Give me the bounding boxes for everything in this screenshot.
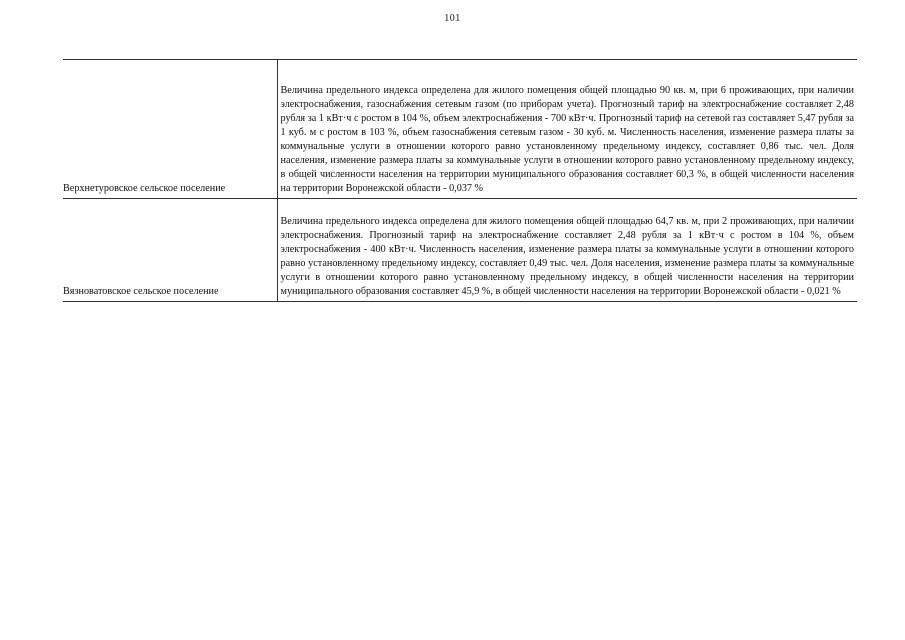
settlement-name-cell: Верхнетуровское сельское поселение xyxy=(63,60,277,199)
description-cell: Величина предельного индекса определена для жилого помещения общей площадью 90 кв. м, при 6 проживающих, при наличии электроснабжения, газоснабжения сетевым газом (по приборам учета). Прогнозный тариф на электроснабжение составляет 2,48 рубля за 1 кВт·ч с ростом в 104 %, объем электроснабжения - 700 кВт·ч. Прогнозный тариф на сетевой газ составляет 5,47 рубля за 1 куб. м с ростом в 103 %, объем газоснабжения сетевым газом - 30 куб. м. Численность населения, изменение размера платы за коммунальные услуги в отношении которого равно установленному предельному индексу, составляет 0,86 тыс. чел. Доля населения, изменение размера платы за коммунальные услуги в отношении которого равно установленному предельному индексу, в общей численности населения на территории муниципального образования составляет 60,3 %, в общей численности населения на территории Воронежской области - 0,037 % xyxy=(277,60,857,199)
tariff-index-table xyxy=(63,59,857,302)
settlement-name-cell: Вязноватовское сельское поселение xyxy=(63,199,277,302)
description-cell: Величина предельного индекса определена для жилого помещения общей площадью 64,7 кв. м, при 2 проживающих, при наличии электроснабжения. Прогнозный тариф на электроснабжение составляет 2,48 рубля за 1 кВт·ч с ростом в 104 %, объем электроснабжения - 400 кВт·ч. Численность населения, изменение размера платы за коммунальные услуги в отношении которого равно установленному предельному индексу, составляет 0,49 тыс. чел. Доля населения, изменение размера платы за коммунальные услуги в отношении которого равно установленному предельному индексу, в общей численности населения на территории муниципального образования составляет 45,9 %, в общей численности населения на территории Воронежской области - 0,021 % xyxy=(277,199,857,302)
table-row xyxy=(63,60,857,199)
table-row xyxy=(63,199,857,302)
page-number: 101 xyxy=(444,13,461,24)
